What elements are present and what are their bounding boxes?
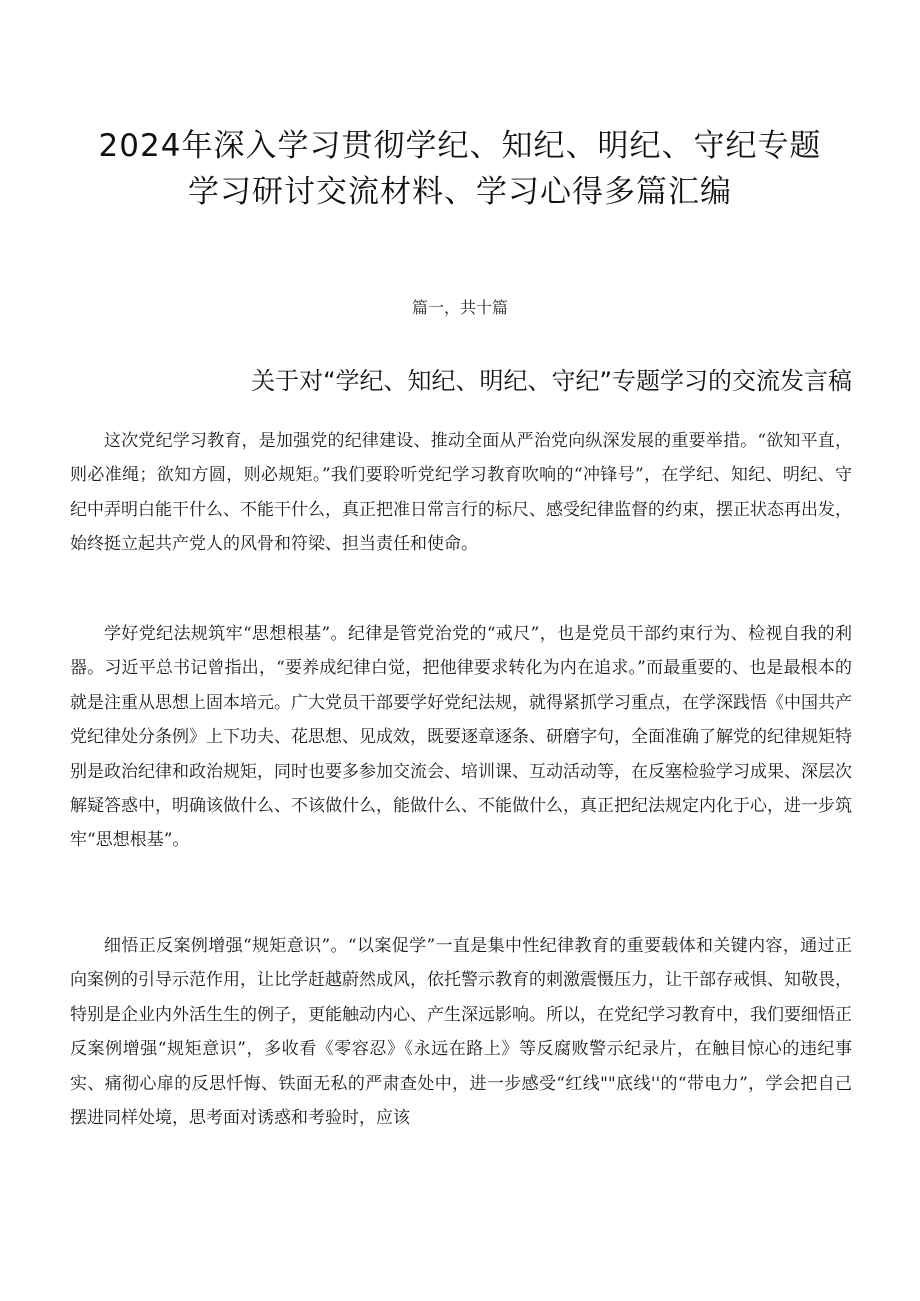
- part-label: 篇一，共十篇: [411, 298, 508, 317]
- body-paragraph: 细悟正反案例增强“规矩意识”。“以案促学”一直是集中性纪律教育的重要载体和关键内容，通过正向案例的引导示范作用，让比学赶越蔚然成风，依托警示教育的刺激震慑压力，让干部存戒惧、知敬畏，特别是企业内外活生生的例子，更能触动内心、产生深远影响。所以，在党纪学习教育中，我们要细悟正反案例增强“规矩意识”，多收看《零容忍》《永远在路上》等反腐败警示纪录片，在触目惊心的违纪事实、痛彻心扉的反思忏悔、铁面无私的严肃查处中，进一步感受“红线""底线''的“带电力”，学会把自己摆进同样处境，思考面对诱惑和考验时，应该: [70, 936, 852, 1129]
- document-title-line-1: 2024年深入学习贯彻学纪、知纪、明纪、守纪专题: [98, 128, 822, 164]
- body-paragraph: 学好党纪法规筑牢“思想根基”。纪律是管党治党的“戒尺”，也是党员干部约束行为、检视自我的利器。习近平总书记曾指出，“要养成纪律白觉，把他律要求转化为内在追求。”而最重要的、也是最根本的就是注重从思想上固本培元。广大党员干部要学好党纪法规，就得紧抓学习重点，在学深践悟《中国共产党纪律处分条例》上下功夫、花思想、见成效，既要逐章逐条、研磨字句，全面准确了解党的纪律规矩特别是政治纪律和政治规矩，同时也要多参加交流会、培训课、互动活动等，在反塞检验学习成果、深层次解疑答惑中，明确该做什么、不该做什么，能做什么、不能做什么，真正把纪法规定内化于心，进一步筑牢“思想根基”。: [70, 624, 852, 851]
- document-title-line-2: 学习研讨交流材料、学习心得多篇汇编: [188, 174, 732, 210]
- section-title: 关于对“学纪、知纪、明纪、守纪”专题学习的交流发言稿: [251, 367, 852, 395]
- body-paragraph: 这次党纪学习教育，是加强党的纪律建设、推动全面从严治党向纵深发展的重要举措。“欲知平直，则必准绳；欲知方圆，则必规矩。”我们要聆听党纪学习教育吹响的“冲锋号”，在学纪、知纪、明纪、守纪中弄明白能干什么、不能干什么，真正把准日常言行的标尺、感受纪律监督的约束，摆正状态再出发，始终挺立起共产党人的风骨和符梁、担当责任和使命。: [70, 431, 852, 555]
